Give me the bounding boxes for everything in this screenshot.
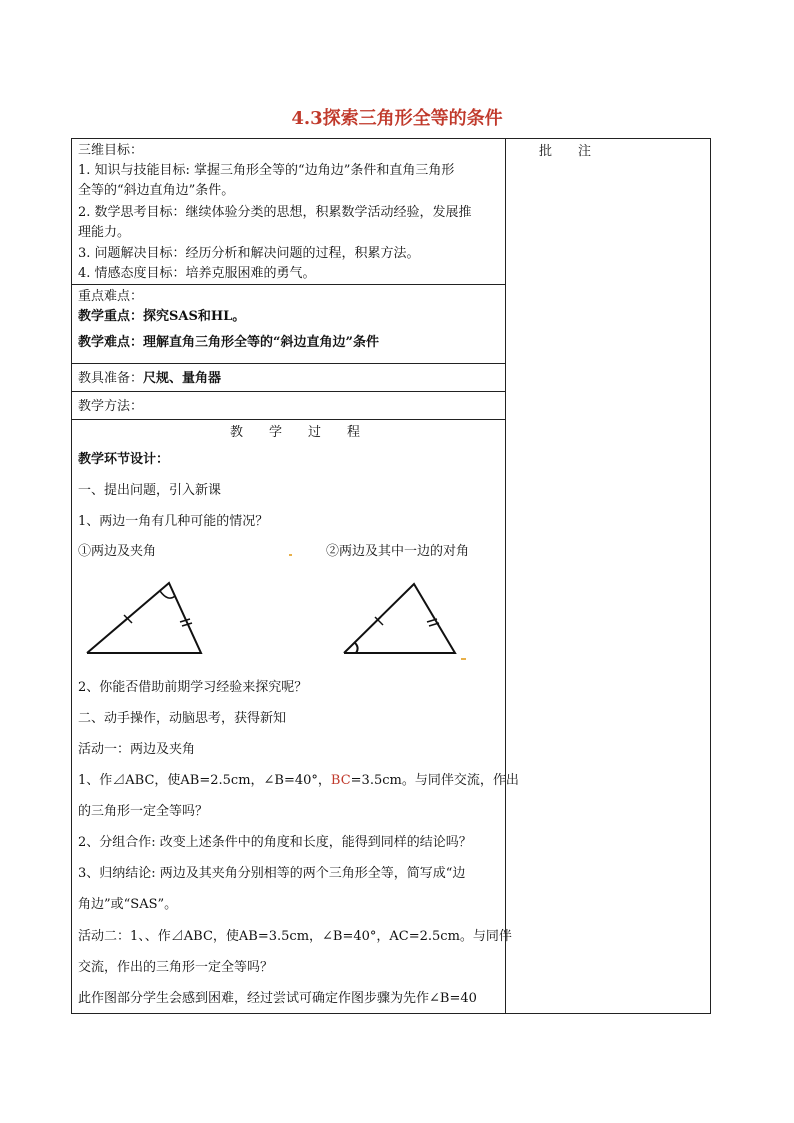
objective-line: 全等的“斜边直角边”条件。 (78, 183, 235, 198)
activity-step: 2、分组合作: 改变上述条件中的角度和长度，能得到同样的结论吗？ (78, 835, 472, 850)
design-heading: 教学环节设计： (78, 452, 170, 467)
activity-step: 的三角形一定全等吗？ (78, 804, 209, 819)
case-label: ①两边及夹角 (78, 544, 157, 559)
objective-line: 2. 数学思考目标：继续体验分类的思想，积累数学活动经验，发展推 (78, 205, 472, 220)
activity-step: 1、作⊿ABC，使AB=2.5cm，∠B=40°，BC=3.5cm。与同伴交流，作出 (78, 773, 519, 788)
objective-line: 4. 情感态度目标：培养克服困难的勇气。 (78, 266, 316, 281)
row-divider (71, 363, 505, 364)
row-divider (71, 284, 505, 285)
objective-line: 理能力。 (78, 225, 131, 240)
method-label: 教学方法： (78, 399, 144, 414)
stray-mark (461, 658, 466, 660)
objectives-heading: 三维目标： (78, 143, 144, 158)
row-divider (71, 391, 505, 392)
triangle-sas (87, 583, 201, 653)
teaching-difficulty: 教学难点：理解直角三角形全等的“斜边直角边”条件 (78, 335, 379, 350)
triangle-ssa-figure (338, 578, 468, 660)
objective-line: 3. 问题解决目标：经历分析和解决问题的过程，积累方法。 (78, 246, 420, 261)
angle-arc (354, 642, 358, 653)
activity-heading: 活动二：1、、作⊿ABC，使AB=3.5cm，∠B=40°，AC=2.5cm。与同伴 (78, 929, 512, 944)
activity-heading: 活动一：两边及夹角 (78, 742, 196, 757)
keypoints-heading: 重点难点： (78, 289, 144, 304)
triangle-sas-figure (80, 578, 210, 660)
question: 1、两边一角有几种可能的情况？ (78, 514, 269, 529)
question: 2、你能否借助前期学习经验来探究呢？ (78, 680, 308, 695)
tools-row (78, 370, 221, 387)
activity-step: 3、归纳结论: 两边及其夹角分别相等的两个三角形全等，简写成“边 (78, 866, 466, 881)
activity-step: 此作图部分学生会感到困难，经过尝试可确定作图步骤为先作∠B=40 (78, 991, 477, 1006)
case-label: ②两边及其中一边的对角 (326, 544, 470, 559)
section-heading: 二、动手操作，动脑思考，获得新知 (78, 711, 287, 726)
teaching-focus: 教学重点：探究SAS和HL。 (78, 309, 246, 324)
row-divider (71, 419, 505, 420)
tools-value: 尺规、量角器 (143, 371, 222, 386)
process-heading: 教 学 过 程 (230, 425, 361, 440)
section-heading: 一、提出问题，引入新课 (78, 483, 222, 498)
annotation-header: 批 注 (539, 144, 592, 159)
column-divider (505, 138, 506, 1014)
tools-label: 教具准备： (78, 371, 144, 386)
stray-mark (289, 554, 292, 556)
objective-line: 1. 知识与技能目标: 掌握三角形全等的“边角边”条件和直角三角形 (78, 163, 455, 178)
activity-step: 交流，作出的三角形一定全等吗？ (78, 960, 274, 975)
triangle-ssa (344, 584, 455, 653)
page-title: 4.3探索三角形全等的条件 (291, 108, 503, 129)
activity-step: 角边”或“SAS”。 (78, 897, 178, 912)
